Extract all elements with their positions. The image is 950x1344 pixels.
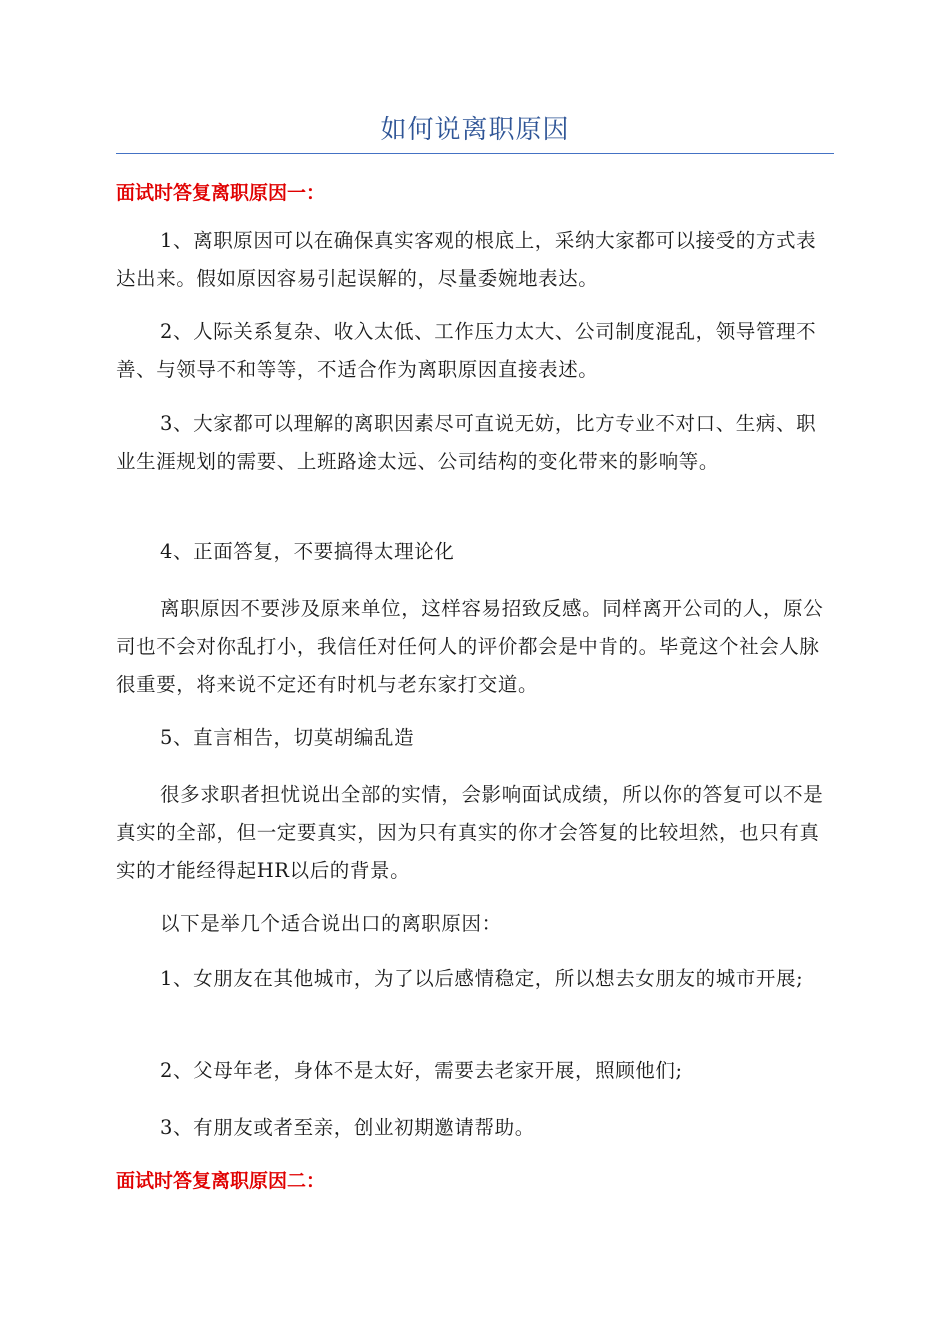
paragraph-10: 2、父母年老，身体不是太好，需要去老家开展，照顾他们; (160, 1059, 683, 1082)
paragraph-6: 5、直言相告，切莫胡编乱造 (160, 726, 415, 749)
section-heading-1: 面试时答复离职原因一： (116, 182, 326, 204)
paragraph-3: 3、大家都可以理解的离职因素尽可直说无妨，比方专业不对口、生病、职业生涯规划的需要、上班路途太远、公司结构的变化带来的影响等。 (116, 412, 817, 473)
paragraph-7: 很多求职者担忧说出全部的实情，会影响面试成绩，所以你的答复可以不是真实的全部，但一定要真实，因为只有真实的你才会答复的比较坦然，也只有真实的才能经得起HR以后的背景。 (116, 783, 824, 882)
paragraph-4: 4、正面答复，不要搞得太理论化 (160, 540, 455, 563)
paragraph-2: 2、人际关系复杂、收入太低、工作压力太大、公司制度混乱，领导管理不善、与领导不和等等，不适合作为离职原因直接表述。 (116, 320, 817, 381)
section-heading-2: 面试时答复离职原因二： (116, 1170, 326, 1192)
paragraph-8: 以下是举几个适合说出口的离职原因： (160, 912, 502, 935)
paragraph-11: 3、有朋友或者至亲，创业初期邀请帮助。 (160, 1116, 535, 1139)
title-underline (116, 153, 834, 154)
paragraph-9: 1、女朋友在其他城市，为了以后感情稳定，所以想去女朋友的城市开展; (160, 967, 804, 990)
paragraph-5: 离职原因不要涉及原来单位，这样容易招致反感。同样离开公司的人，原公司也不会对你乱打小，我信任对任何人的评价都会是中肯的。毕竟这个社会人脉很重要，将来说不定还有时机与老东家打交道。 (116, 597, 824, 696)
paragraph-1: 1、离职原因可以在确保真实客观的根底上，采纳大家都可以接受的方式表达出来。假如原因容易引起误解的，尽量委婉地表达。 (116, 229, 817, 290)
page-title: 如何说离职原因 (380, 115, 570, 145)
